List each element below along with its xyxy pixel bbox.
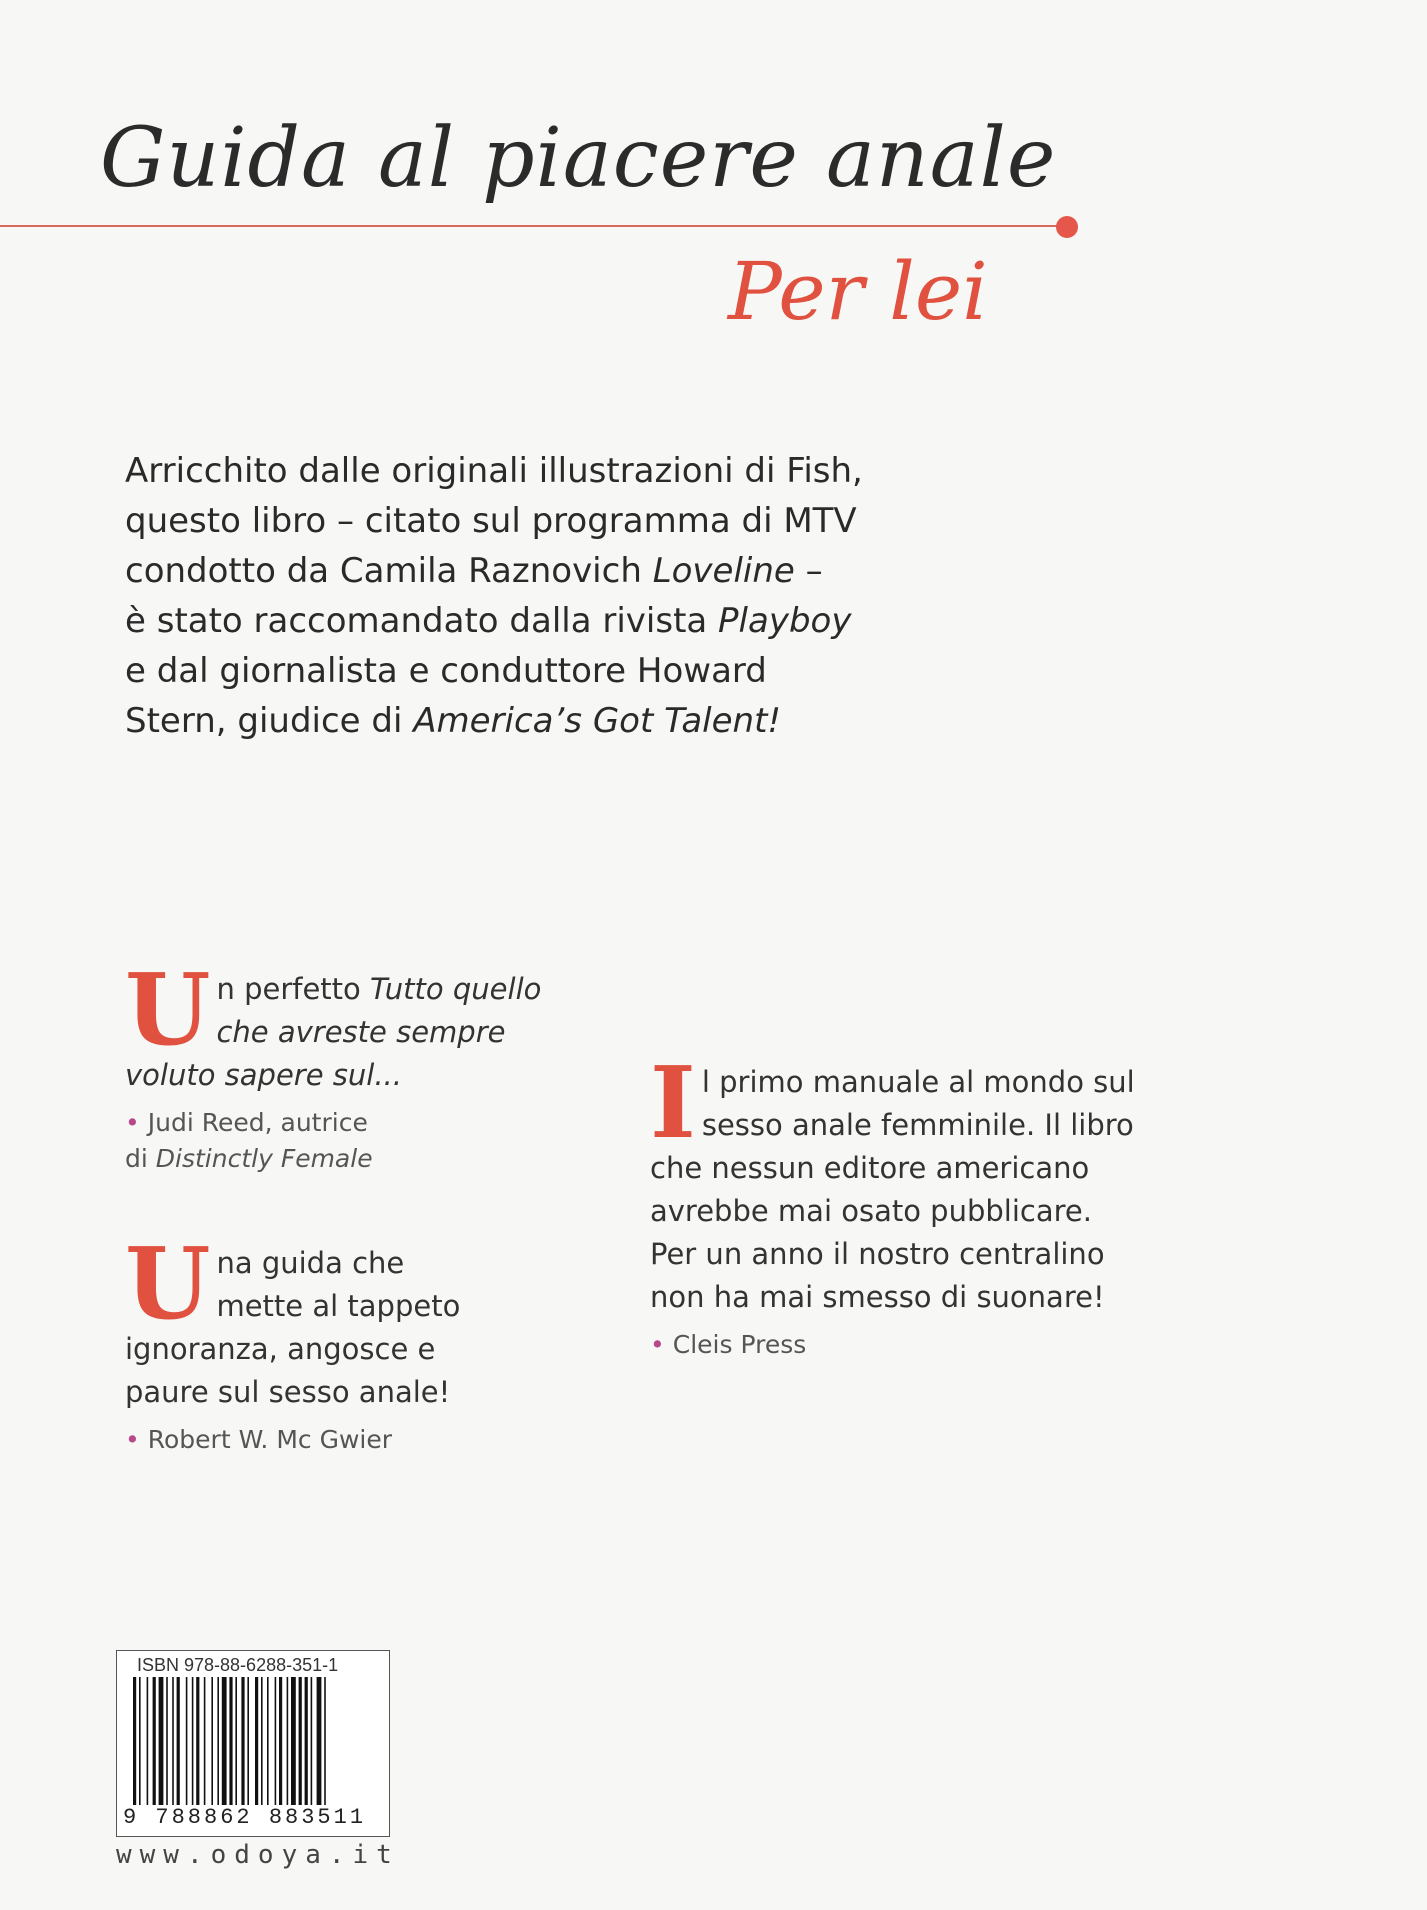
dropcap: I <box>650 1046 696 1161</box>
bullet-icon: • <box>125 1108 140 1137</box>
publisher-website[interactable]: www.odoya.it <box>116 1840 400 1870</box>
barcode-digits: 9 788862 883511 <box>123 1805 367 1830</box>
title-rule <box>0 225 1058 227</box>
barcode-icon <box>133 1677 373 1805</box>
blurb-line: e dal giornalista e conduttore Howard <box>125 651 767 691</box>
blurb-line: è stato raccomandato dalla rivista Playboy <box>125 601 852 641</box>
cover-subtitle: Per lei <box>728 245 988 338</box>
blurb-line: Arricchito dalle originali illustrazioni di Fish, <box>125 451 863 491</box>
blurb-line: questo libro – citato sul programma di MTV <box>125 501 857 541</box>
quote-attribution: • Judi Reed, autrice di Distinctly Female <box>125 1108 373 1173</box>
isbn-barcode <box>116 1650 390 1837</box>
isbn-number: ISBN 978-88-6288-351-1 <box>137 1655 339 1675</box>
blurb-line: condotto da Camila Raznovich Loveline – <box>125 551 823 591</box>
dropcap: U <box>125 953 211 1068</box>
bullet-icon: • <box>125 1425 140 1454</box>
cover-title: Guida al piacere anale <box>100 111 1057 206</box>
dropcap: U <box>125 1227 211 1342</box>
quote-attribution: • Robert W. Mc Gwier <box>125 1425 393 1454</box>
bullet-icon: • <box>650 1330 665 1359</box>
quote-cleis-press: I l primo manuale al mondo sul sesso anale femminile. Il libro che nessun editore americano avrebbe mai osato pubblicare. Per un anno il nostro centralino non ha mai smesso di suonare! • Cleis Press <box>650 1061 1210 1363</box>
quote-attribution: • Cleis Press <box>650 1330 807 1359</box>
quote-robert-mcgwier: U na guida che mette al tappeto ignoranza, angosce e paure sul sesso anale! • Robert W. Mc Gwier <box>125 1242 645 1458</box>
quote-judi-reed: U n perfetto Tutto quello che avreste sempre voluto sapere sul... • Judi Reed, autrice di Distinctly Female <box>125 968 645 1177</box>
blurb <box>125 446 1125 746</box>
blurb-line: Stern, giudice di America’s Got Talent! <box>125 701 782 741</box>
title-dot <box>1056 216 1078 238</box>
